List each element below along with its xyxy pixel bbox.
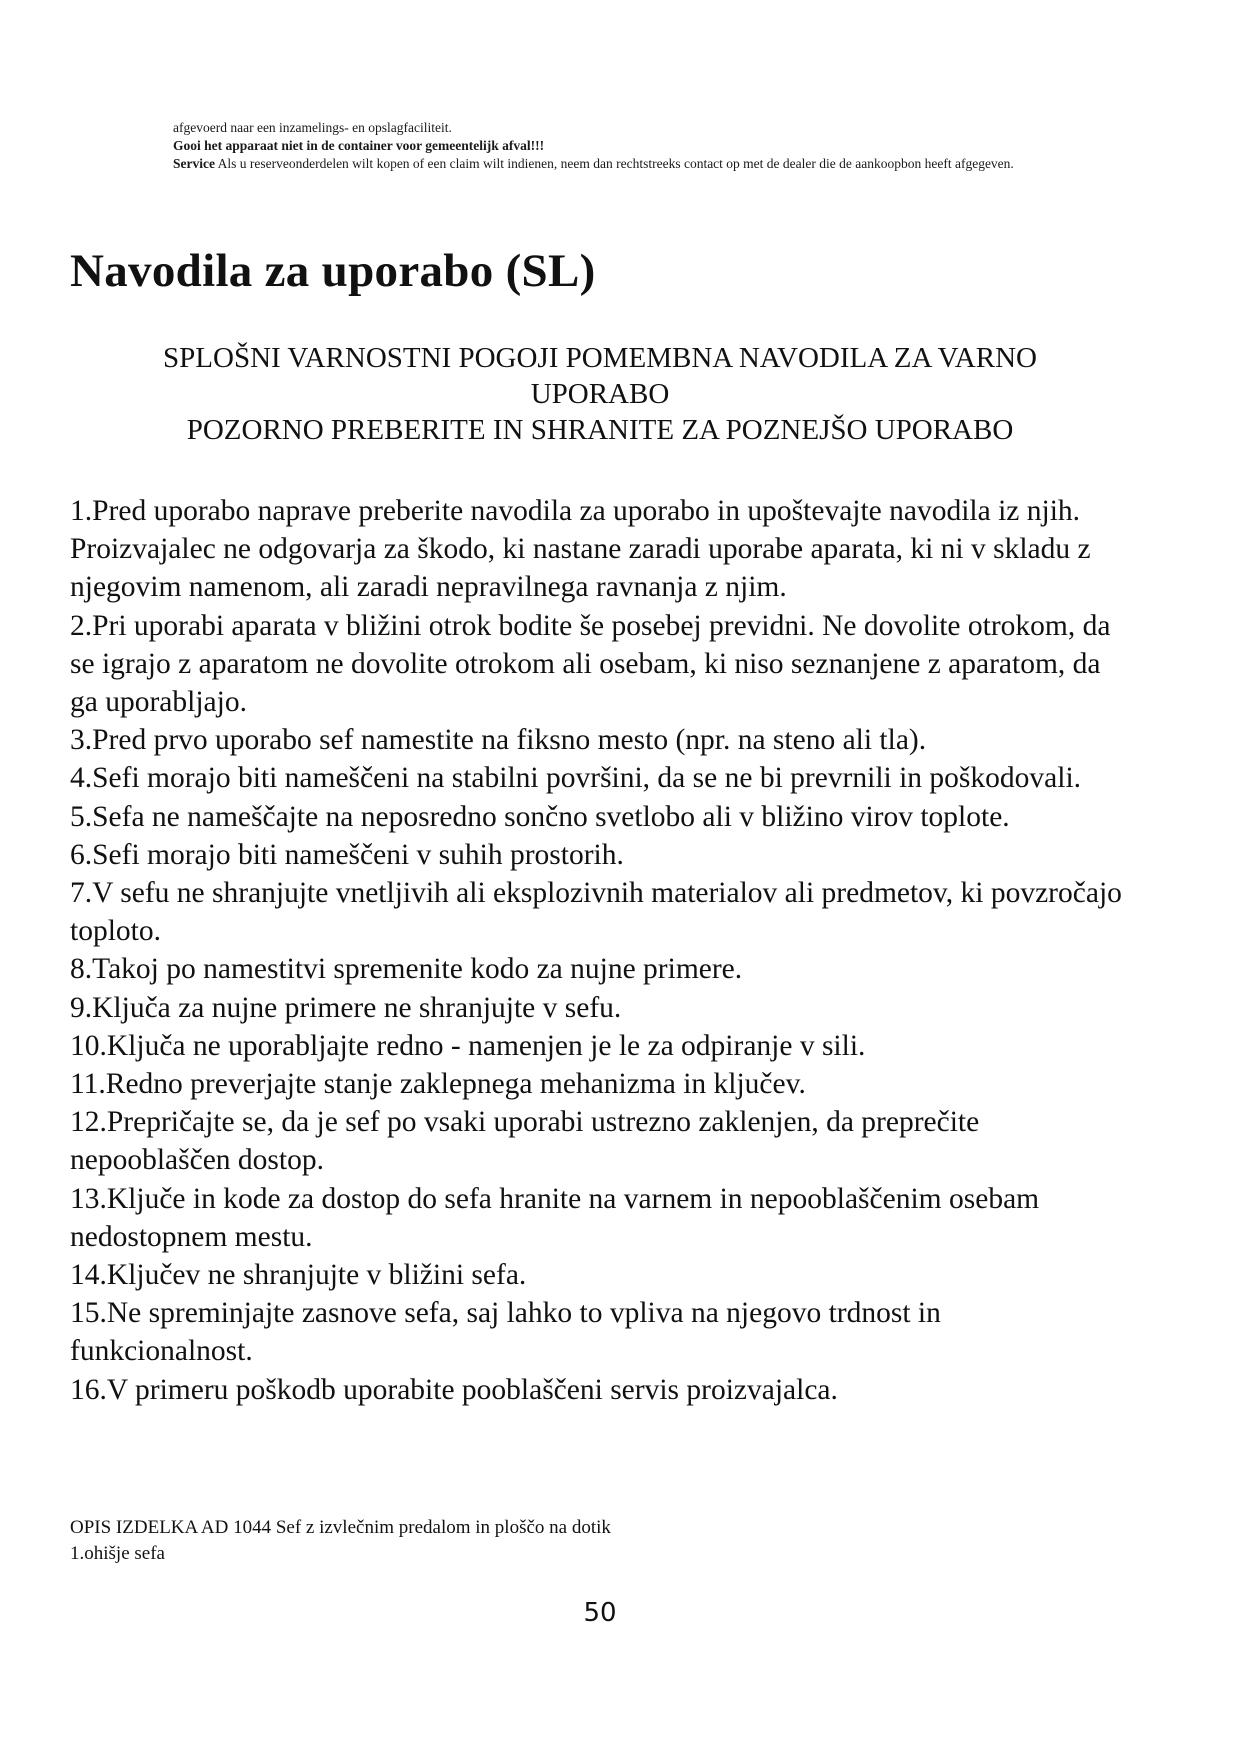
product-part-item: 1.ohišje sefa <box>70 1543 165 1564</box>
instruction-item: 5.Sefa ne nameščajte na neposredno sončno svetlobo ali v bližino virov toplote. <box>70 800 1010 833</box>
instruction-item: 14.Ključev ne shranjujte v bližini sefa. <box>70 1259 527 1292</box>
instruction-item: 10.Ključa ne uporabljajte redno - namenjen je le za odpiranje v sili. <box>70 1029 866 1062</box>
instruction-item: 9.Ključa za nujne primere ne shranjujte v sefu. <box>70 991 622 1024</box>
page-title: Navodila za uporabo (SL) <box>70 245 596 297</box>
instruction-item: 15.Ne spreminjajte zasnove sefa, saj lahko to vpliva na njegovo trdnost in funkcionalnost. <box>70 1297 941 1368</box>
safety-instructions-list <box>70 492 1130 1409</box>
safety-header-line: SPLOŠNI VARNOSTNI POGOJI POMEMBNA NAVODILA ZA VARNO <box>163 342 1037 374</box>
instruction-item: 6.Sefi morajo biti nameščeni v suhih prostorih. <box>70 838 624 871</box>
page-number: 50 <box>583 1598 617 1628</box>
instruction-item: 12.Prepričajte se, da je sef po vsaki uporabi ustrezno zaklenjen, da preprečite nepooblaščen dostop. <box>70 1106 980 1177</box>
note-warning-line: Gooi het apparaat niet in de container voor gemeentelijk afval!!! <box>173 138 545 153</box>
service-label: Service <box>173 156 215 171</box>
instruction-item: 11.Redno preverjajte stanje zaklepnega mehanizma in ključev. <box>70 1068 806 1101</box>
instruction-item: 3.Pred prvo uporabo sef namestite na fiksno mesto (npr. na steno ali tla). <box>70 724 927 757</box>
note-service-paragraph <box>173 155 1133 173</box>
safety-header-line: UPORABO <box>530 378 670 410</box>
instruction-item: 1.Pred uporabo naprave preberite navodila za uporabo in upoštevajte navodila iz njih. Proizvajalec ne odgovarja za škodo, ki nastane zaradi uporabe aparata, ki ni v skladu z njegovim namenom, ali zaradi nepravilnega ravnanja z njim. <box>70 495 1091 604</box>
safety-header <box>70 340 1130 448</box>
instruction-item: 13.Ključe in kode za dostop do sefa hranite na varnem in nepooblaščenim osebam nedostopnem mestu. <box>70 1182 1040 1253</box>
safety-header-line: POZORNO PREBERITE IN SHRANITE ZA POZNEJŠO UPORABO <box>186 414 1014 446</box>
product-description-heading: OPIS IZDELKA AD 1044 Sef z izvlečnim predalom in ploščo na dotik <box>70 1517 611 1538</box>
instruction-item: 2.Pri uporabi aparata v bližini otrok bodite še posebej previdni. Ne dovolite otrokom, da se igrajo z aparatom ne dovolite otrokom ali osebam, ki niso seznanjene z aparatom, da ga uporabljajo. <box>70 609 1111 719</box>
instruction-item: 4.Sefi morajo biti nameščeni na stabilni površini, da se ne bi prevrnili in poškodovali. <box>70 762 1082 795</box>
instruction-item: 16.V primeru poškodb uporabite pooblaščeni servis proizvajalca. <box>70 1373 838 1406</box>
product-description <box>70 1515 611 1567</box>
service-text: Als u reserveonderdelen wilt kopen of een claim wilt indienen, neem dan rechtstreeks contact op met de dealer die de aankoopbon heeft afgegeven. <box>214 156 1014 171</box>
previous-section-note <box>173 119 1133 173</box>
note-line: afgevoerd naar een inzamelings- en opslagfaciliteit. <box>173 120 452 135</box>
instruction-item: 8.Takoj po namestitvi spremenite kodo za nujne primere. <box>70 953 743 986</box>
instruction-item: 7.V sefu ne shranjujte vnetljivih ali eksplozivnih materialov ali predmetov, ki povzročajo toploto. <box>70 877 1122 948</box>
